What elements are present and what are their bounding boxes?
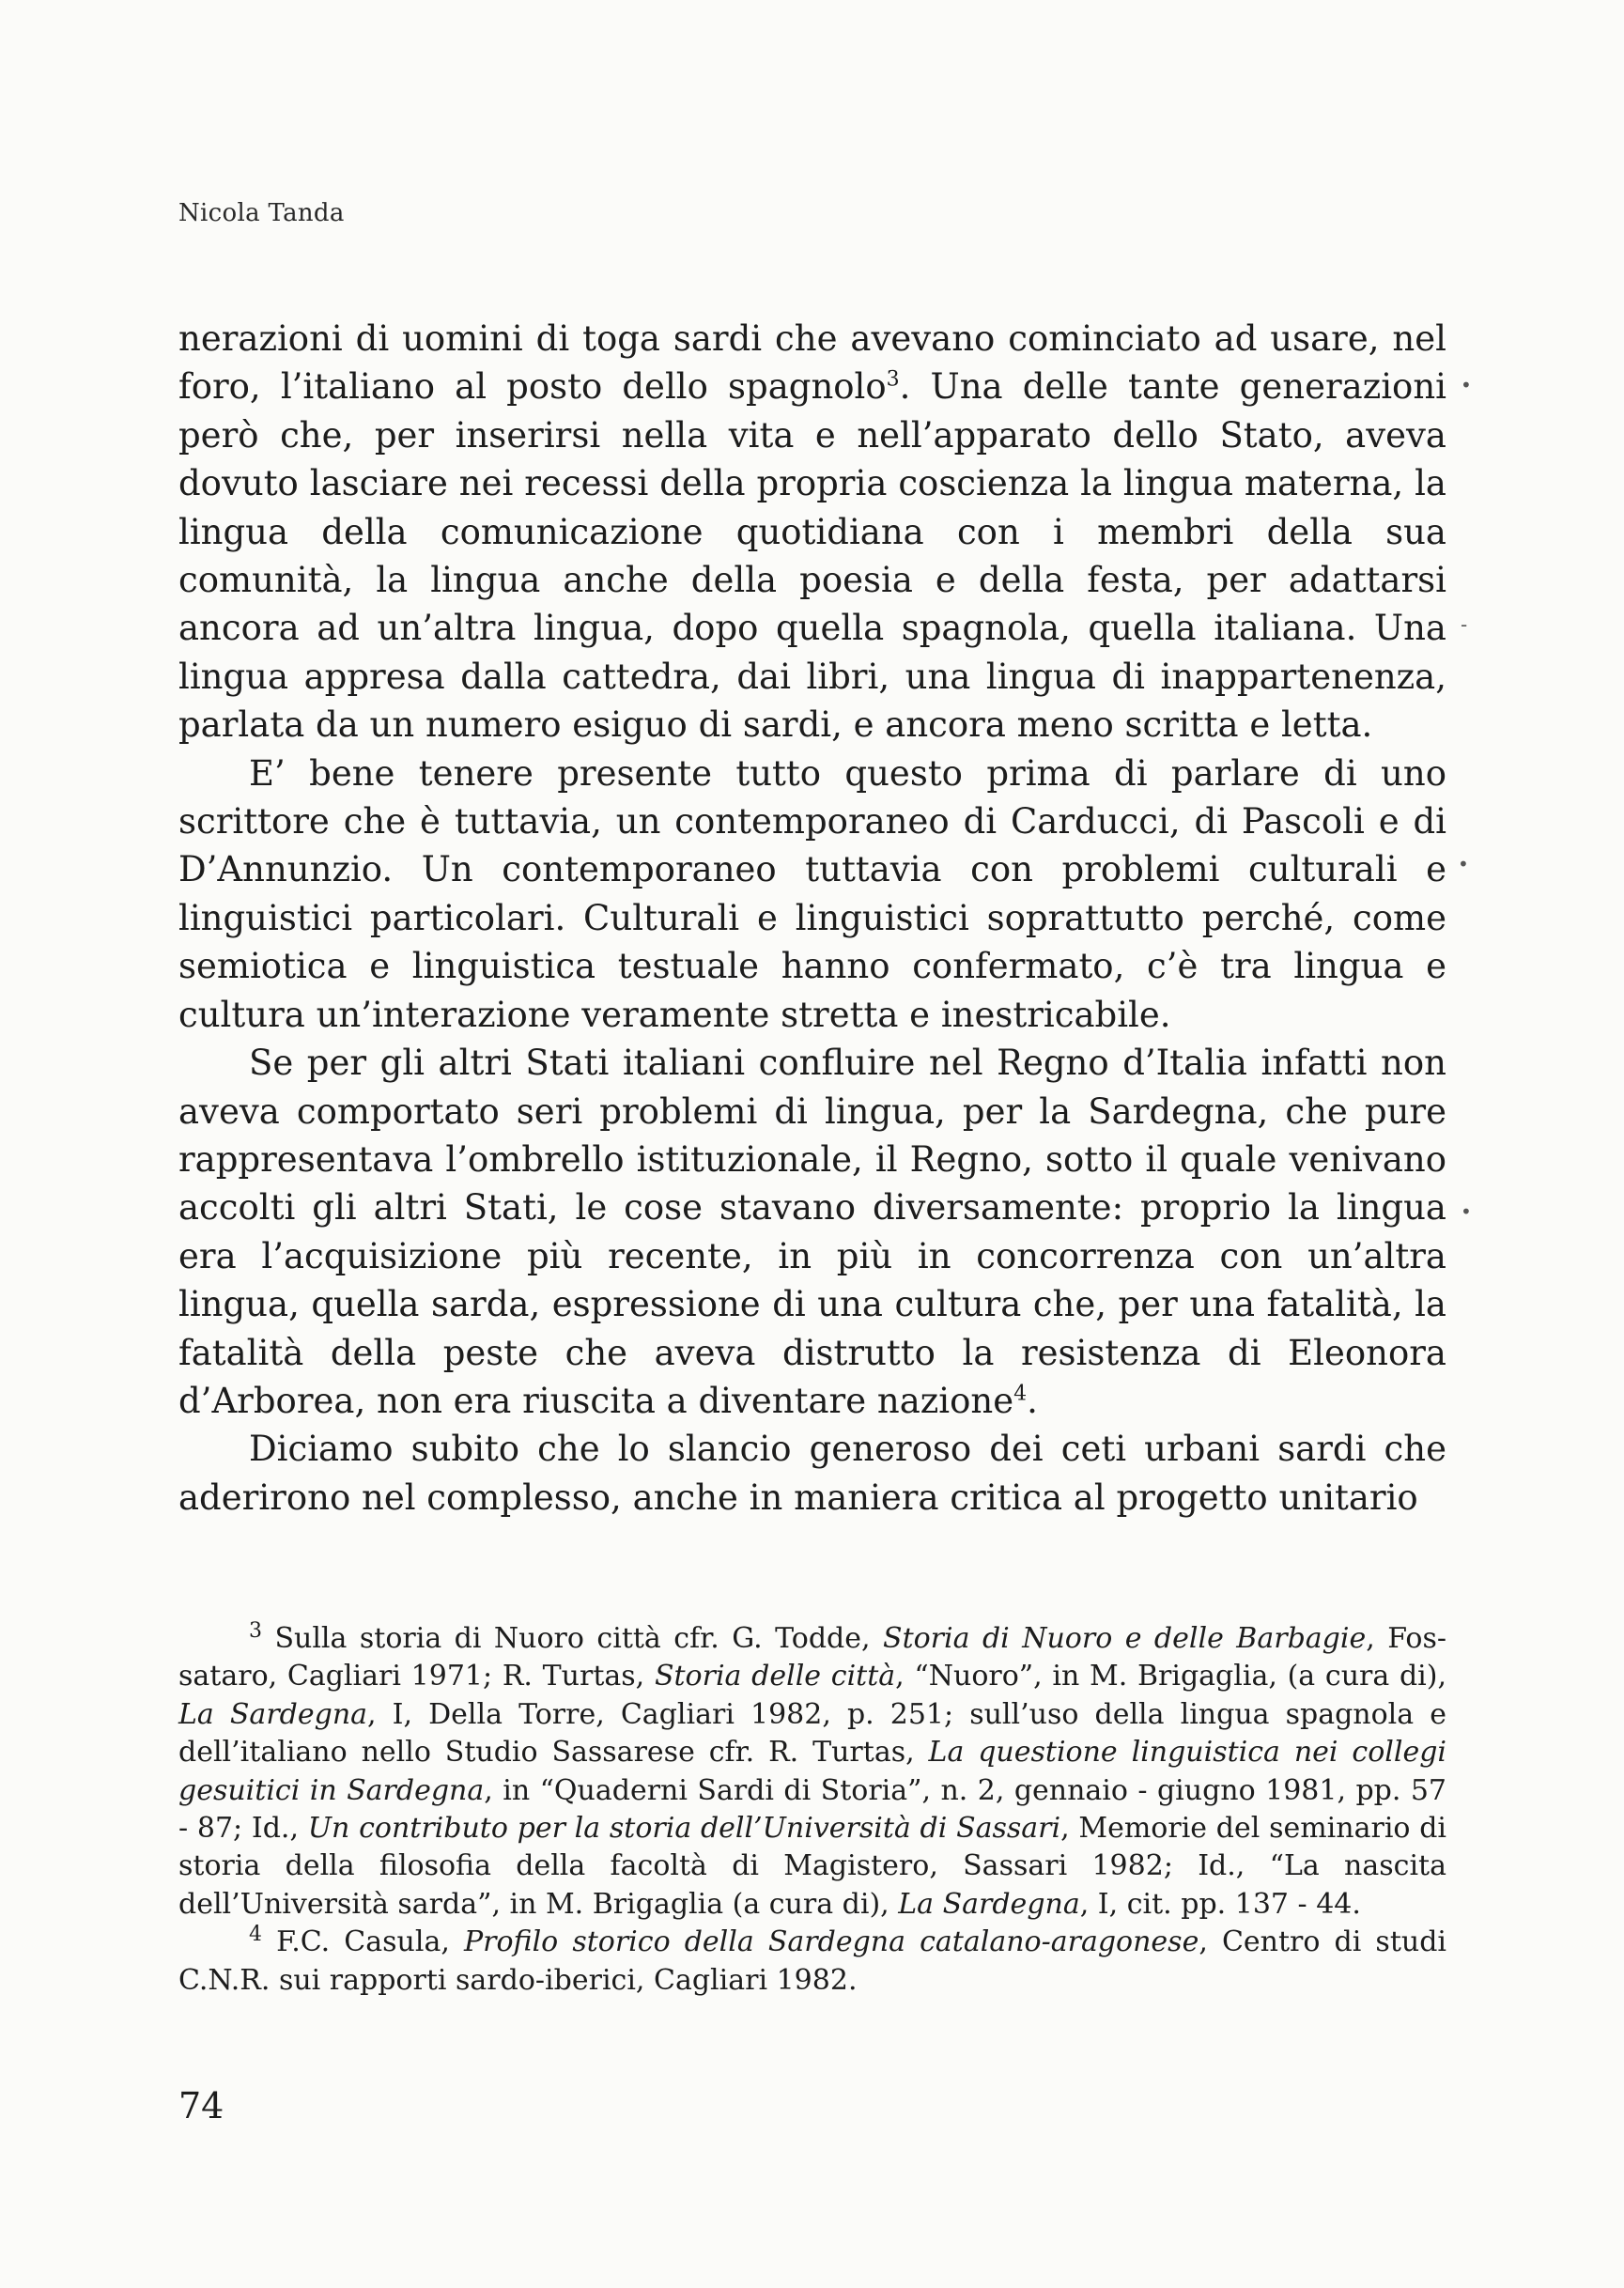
paragraph-1-text-a: nerazioni di uomini di toga sardi che avevano cominciato ad usare, nel foro, l’italiano al posto dello spagnolo — [178, 318, 1446, 408]
footnotes — [178, 1620, 1446, 2000]
footnote-3-text-7: , I, cit. pp. 137 - 44. — [1079, 1887, 1361, 1921]
paragraph-1-text-b: . Una delle tante generazioni però che, per inserirsi nella vita e nell’apparato dello Stato, aveva dovuto lasciare nei recessi della propria coscienza la lingua materna, la lingua della comunicazione quotidiana con i membri della sua comunità, la lingua anche della poesia e della festa, per adattarsi ancora ad un’altra lingua, dopo quella spagnola, quella italiana. Una lingua appresa dalla cattedra, dai libri, una lingua di inappartenenza, parlata da un numero esiguo di sardi, e ancora meno scritta e letta. — [178, 366, 1446, 746]
footnote-3 — [178, 1620, 1446, 1924]
footnote-3-text-1: Sulla storia di Nuoro città cfr. G. Todde, — [262, 1622, 884, 1655]
footnote-3-text-6: , Memorie del seminario di storia della filosofia della facoltà di Magistero, Sassari 1982; Id., “La nascita dell’Università sarda”, in M. Brigaglia (a cura di), — [178, 1812, 1447, 1921]
footnote-3-title-4: La questione linguistica nei collegi gesuitici in Sardegna — [178, 1736, 1446, 1807]
page-number: 74 — [178, 2085, 224, 2126]
margin-mark: - — [1461, 613, 1468, 636]
footnote-number-4: 4 — [249, 1923, 262, 1947]
margin-mark: • — [1461, 374, 1472, 396]
footnote-3-title-1: Storia di Nuoro e delle Barbagie — [883, 1622, 1367, 1655]
footnote-4 — [178, 1924, 1446, 2000]
paragraph-4: Diciamo subito che lo slancio generoso dei ceti urbani sardi che aderirono nel complesso, anche in maniera critica al progetto unitario — [178, 1429, 1446, 1518]
footnote-3-title-6: La Sardegna — [898, 1887, 1080, 1921]
footnote-4-text-2: , Centro di studi C.N.R. sui rapporti sardo-iberici, Cagliari 1982. — [178, 1925, 1447, 1997]
footnote-4-text-1: F.C. Casula, — [262, 1925, 464, 1959]
running-head: Nicola Tanda — [178, 199, 345, 227]
main-text — [178, 315, 1446, 1522]
paragraph-3 — [178, 1039, 1446, 1425]
footnote-ref-3: 3 — [886, 368, 900, 393]
footnote-3-text-5: , in “Quaderni Sardi di Storia”, n. 2, gennaio - giugno 1981, pp. 57 - 87; Id., — [178, 1773, 1447, 1846]
footnote-3-title-5: Un contributo per la storia dell’Università di Sassari — [307, 1812, 1061, 1846]
paragraph-2: E’ bene tenere presente tutto questo prima di parlare di uno scrittore che è tuttavia, un contemporaneo di Carducci, di Pascoli e di D’Annunzio. Un contemporaneo tuttavia con problemi culturali e linguistici particolari. Culturali e linguistici soprattutto perché, come semiotica e linguistica testuale hanno confermato, c’è tra lingua e cultura un’interazione veramente stretta e inestricabile. — [178, 752, 1446, 1035]
footnote-3-text-2: , Fossataro, Cagliari 1971; R. Turtas, — [178, 1622, 1446, 1693]
margin-mark: • — [1461, 1200, 1472, 1223]
paragraph-3-text-b: . — [1027, 1380, 1038, 1421]
footnote-3-title-2: Storia delle città — [654, 1660, 896, 1693]
paragraph-1 — [178, 315, 1446, 750]
paragraph-3-text-a: Se per gli altri Stati italiani confluire nel Regno d’Italia infatti non aveva comportato seri problemi di lingua, per la Sardegna, che pure rappresentava l’ombrello istituzionale, il Regno, sotto il quale venivano accolti gli altri Stati, le cose stavano diversamente: proprio la lingua era l’acquisizione più recente, in più in concorrenza con un’altra lingua, quella sarda, espressione di una cultura che, per una fatalità, la fatalità della peste che aveva distrutto la resistenza di Eleonora d’Arborea, non era riuscita a diventare nazione — [178, 1043, 1446, 1421]
footnote-3-text-4: , I, Della Torre, Cagliari 1982, p. 251; sull’uso della lingua spagnola e dell’italiano nello Studio Sassarese cfr. R. Turtas, — [178, 1697, 1446, 1770]
footnote-ref-4: 4 — [1013, 1382, 1028, 1406]
footnote-3-title-3: La Sardegna — [178, 1697, 368, 1731]
footnote-3-text-3: , “Nuoro”, in M. Brigaglia, (a cura di), — [895, 1660, 1447, 1693]
footnote-number-3: 3 — [249, 1619, 262, 1643]
margin-mark: • — [1458, 853, 1469, 875]
footnote-4-title-1: Profilo storico della Sardegna catalano-aragonese — [463, 1925, 1199, 1959]
